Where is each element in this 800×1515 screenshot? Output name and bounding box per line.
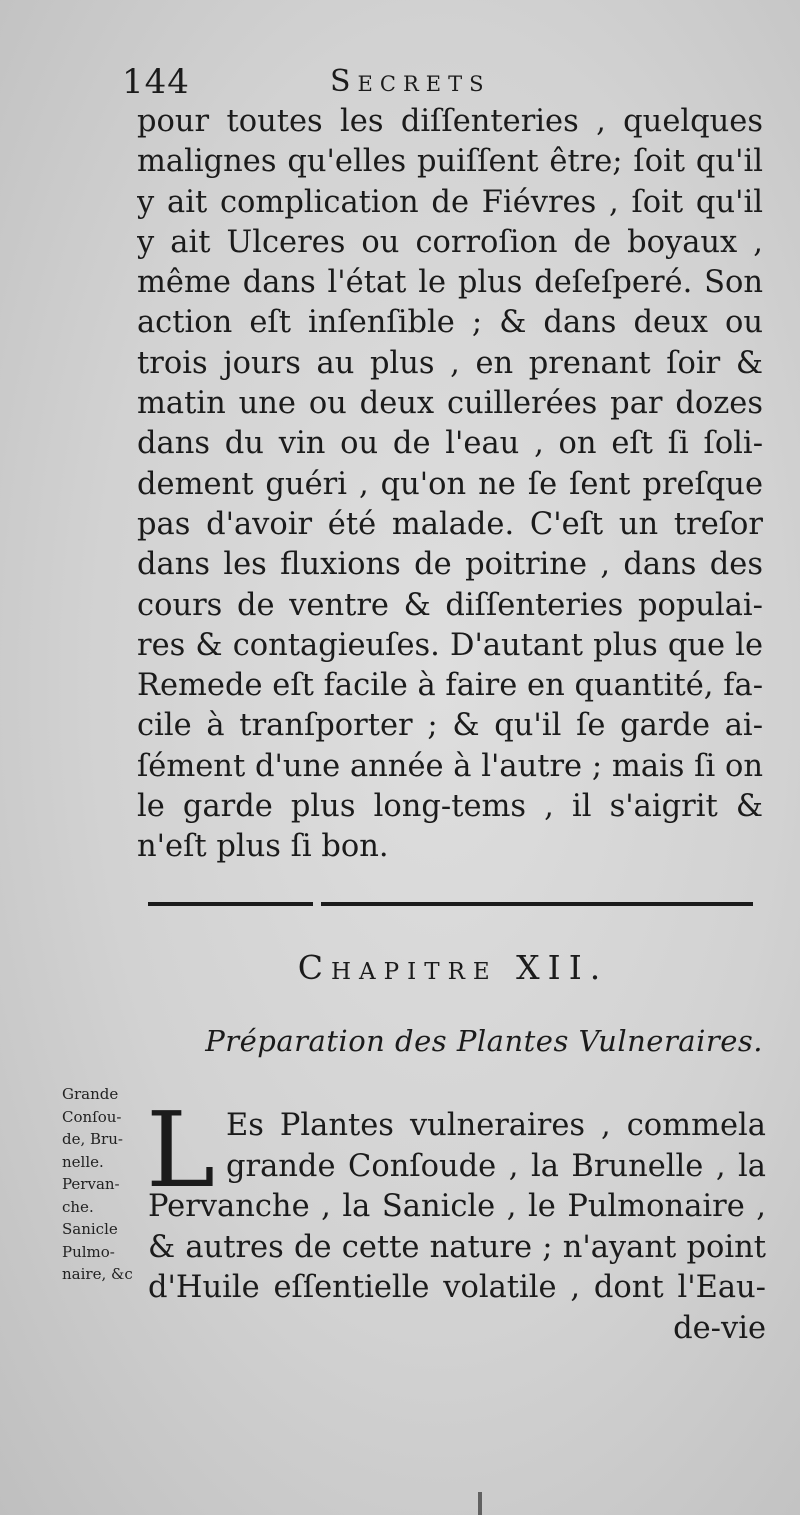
divider-segment [148,902,313,906]
text-line: ſément d'une année à l'autre ; mais ſi on [137,748,763,784]
ink-mark [478,1492,482,1515]
margin-note-line: Conſou- [62,1107,122,1126]
text-line: cours de ventre & diſſenteries populai- [137,587,763,623]
page-number: 144 [122,62,190,102]
text-line: le garde plus long-tems , il s'aigrit & [137,789,763,825]
text-line: dans les fluxions de poitrine , dans des [137,547,763,583]
text-line: cile à tranſporter ; & qu'il ſe garde ai- [137,708,763,744]
margin-note-line: che. [62,1197,94,1216]
text-line: dement guéri , qu'on ne ſe ſent preſque [137,466,763,502]
text-line: res & contagieuſes. D'autant plus que le [137,627,763,663]
text-line: action eſt inſenſible ; & dans deux ou [137,305,763,341]
chapter-heading: Chapitre XII. [297,948,609,987]
text-line: matin une ou deux cuillerées par dozes [137,386,763,422]
text-line: y ait complication de Fiévres , ſoit qu'il [137,184,763,220]
margin-note [62,1083,154,1286]
margin-note-line: Sanicle [62,1220,118,1238]
text-line: y ait Ulceres ou corroſion de boyaux , [137,224,763,260]
text-line: d'Huile eſſentielle volatile , dont l'Eau- [148,1270,766,1305]
text-line: pas d'avoir été malade. C'eſt un treſor [137,506,763,542]
running-title: Secrets [330,64,491,99]
page-header [122,62,762,102]
text-line: Es Plantes vulneraires , commela [226,1108,766,1143]
margin-note-line: naire, &c [62,1265,133,1283]
text-line: dans du vin ou de l'eau , on eſt ſi ſoli- [137,426,763,462]
catchword: de-vie [673,1310,766,1346]
margin-note-line: nelle. [62,1152,104,1171]
chapter-paragraph [146,1089,766,1349]
text-line: trois jours au plus , en prenant ſoir & [137,345,763,381]
chapter-title: Préparation des Plantes Vulneraires. [205,1024,763,1058]
margin-note-line: de, Bru- [62,1130,123,1148]
text-line: Remede eſt facile à faire en quantité, fa- [137,668,763,704]
section-divider [148,902,758,910]
text-line: même dans l'état le plus deſeſperé. Son [137,265,763,301]
text-line: & autres de cette nature ; n'ayant point [148,1229,766,1265]
body-paragraph [137,102,763,868]
divider-segment [321,902,753,906]
margin-note-line: Pulmo- [62,1242,115,1261]
text-line: Pervanche , la Sanicle , le Pulmonaire , [148,1189,766,1224]
text-line: grande Conſoude , la Brunelle , la [226,1148,766,1184]
margin-note-line: Grande [62,1085,119,1103]
text-line: n'eſt plus ſi bon. [137,829,389,865]
margin-note-line: Pervan- [62,1175,120,1193]
text-line: pour toutes les diſſenteries , quelques [137,104,763,139]
drop-cap: L [146,1089,216,1211]
text-line: malignes qu'elles puiſſent être; ſoit qu'il [137,144,763,180]
